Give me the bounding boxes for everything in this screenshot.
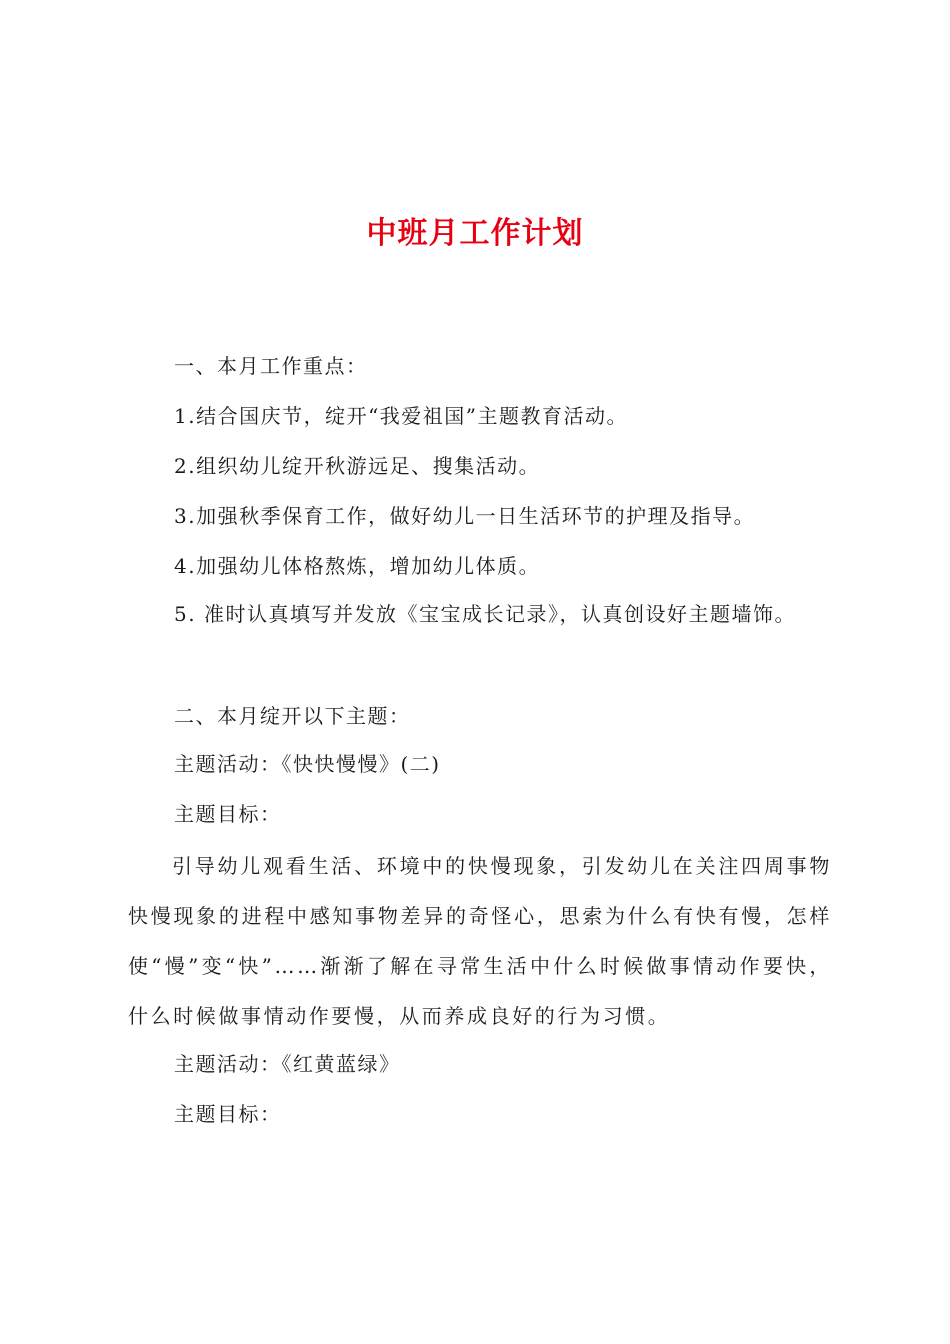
section1-item-3: 3.加强秋季保育工作，做好幼儿一日生活环节的护理及指导。: [174, 504, 756, 528]
theme2-activity: 主题活动：《红黄蓝绿》: [174, 1052, 401, 1076]
theme1-goal-text: 引导幼儿观看生活、环境中的快慢现象，引发幼儿在关注四周事物快慢现象的进程中感知事物差异的奇怪心，思索为什么有快有慢，怎样使“慢”变“快”……渐渐了解在寻常生活中什么时候做事情动作要快，什么时候做事情动作要慢，从而养成良好的行为习惯。: [128, 854, 832, 1028]
theme1-goal-label: 主题目标：: [174, 802, 282, 826]
section1-heading: 一、本月工作重点：: [174, 354, 368, 378]
theme2-goal-label: 主题目标：: [174, 1102, 282, 1126]
section1-item-5: 5. 准时认真填写并发放《宝宝成长记录》，认真创设好主题墙饰。: [174, 602, 796, 626]
section1-item-2: 2.组织幼儿绽开秋游远足、搜集活动。: [174, 454, 541, 478]
section1-item-1: 1.结合国庆节，绽开“我爱祖国”主题教育活动。: [174, 404, 629, 428]
section2-heading: 二、本月绽开以下主题：: [174, 704, 411, 728]
document-title: 中班月工作计划: [366, 216, 584, 251]
section1-item-4: 4.加强幼儿体格熬炼，增加幼儿体质。: [174, 554, 541, 578]
theme1-activity: 主题活动：《快快慢慢》(二): [174, 752, 441, 776]
